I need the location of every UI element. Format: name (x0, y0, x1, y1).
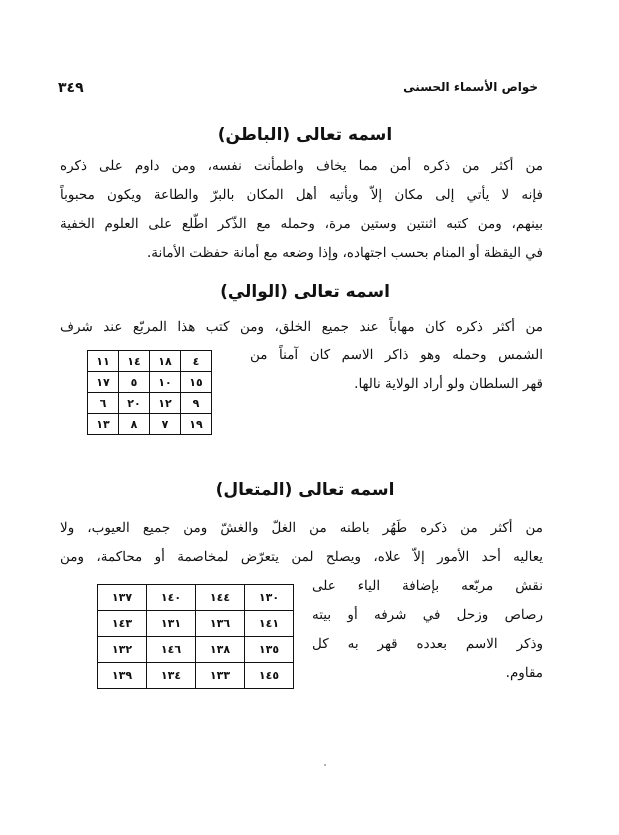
table-row (88, 414, 212, 435)
section-heading-wali: اسمه تعالى (الوالي) (220, 282, 390, 302)
table-cell: ١٤٦ (147, 637, 196, 663)
table-cell: ١٣٦ (196, 611, 245, 637)
magic-square-mutaal (97, 584, 294, 689)
section-side-text-mutaal (312, 572, 543, 688)
table-cell: ٤ (181, 351, 212, 372)
table-cell: ١٣٥ (245, 637, 294, 663)
table-row (88, 351, 212, 372)
table-cell: ١٣٣ (196, 663, 245, 689)
section-body-batin (60, 152, 543, 268)
table-cell: ١٤٣ (98, 611, 147, 637)
table-cell: ١٣٤ (147, 663, 196, 689)
section-heading-batin: اسمه تعالى (الباطن) (217, 125, 393, 145)
text-line: من أكثر من ذكره طَهُر باطنه من الغلّ والغشّ ومن جميع العيوب، ولا (60, 520, 543, 536)
section-side-text-wali (250, 341, 543, 399)
table-row (98, 637, 294, 663)
page-number: ٣٤٩ (58, 80, 84, 96)
table-cell: ٩ (181, 393, 212, 414)
table-cell: ١٣٠ (245, 585, 294, 611)
table-row (88, 393, 212, 414)
table-cell: ١٤٤ (196, 585, 245, 611)
magic-square-wali (87, 350, 212, 435)
text-line: فإنه لا يأتي إلى مكان إلاّ ويأتيه أهل المكان بالبرّ والطاعة ويكون محبوباً (60, 187, 543, 203)
text-line: رصاص وزحل في شرفه أو بيته (312, 607, 543, 623)
running-title: خواص الأسماء الحسنى (403, 80, 538, 94)
table-row (98, 663, 294, 689)
table-cell: ١٣٩ (98, 663, 147, 689)
text-line: الشمس وحمله وهو ذاكر الاسم كان آمناً من (250, 347, 543, 363)
text-line: يعاليه أحد الأمور إلاّ علاه، ويصلح لمن يتعرّض لمخاصمة أو محاكمة، ومن (60, 549, 543, 565)
table-cell: ١٣١ (147, 611, 196, 637)
table-row (98, 585, 294, 611)
table-cell: ١٤٠ (147, 585, 196, 611)
scan-dot (324, 764, 326, 766)
table-row (98, 611, 294, 637)
text-line: في اليقظة أو المنام بحسب اجتهاده، وإذا وضعه مع أمانة حفظت الأمانة. (146, 245, 543, 261)
text-line: من أكثر من ذكره أمن مما يخاف واطمأنت نفسه، ومن داوم على ذكره (60, 158, 543, 174)
section-body-mutaal (60, 514, 543, 572)
table-cell: ١٨ (150, 351, 181, 372)
table-cell: ٨ (119, 414, 150, 435)
table-cell: ١٥ (181, 372, 212, 393)
table-row (88, 372, 212, 393)
table-cell: ١١ (88, 351, 119, 372)
table-cell: ١٤ (119, 351, 150, 372)
table-cell: ١٣ (88, 414, 119, 435)
table-cell: ١٣٢ (98, 637, 147, 663)
text-line: بينهم، ومن كتبه اثنتين وستين مرة، وحمله مع الذّكر اطّلع على العلوم الخفية (60, 216, 543, 232)
table-cell: ٢٠ (119, 393, 150, 414)
table-cell: ٧ (150, 414, 181, 435)
table-cell: ١٣٧ (98, 585, 147, 611)
section-body-wali (60, 313, 543, 342)
table-cell: ١٧ (88, 372, 119, 393)
table-cell: ١٠ (150, 372, 181, 393)
table-cell: ١٤١ (245, 611, 294, 637)
section-heading-mutaal: اسمه تعالى (المتعال) (215, 480, 395, 500)
page-header (58, 80, 538, 102)
text-line: نقش مربّعه بإضافة الياء على (312, 578, 543, 594)
text-line: وذكر الاسم بعدده قهر به كل (312, 636, 543, 652)
table-cell: ١٣٨ (196, 637, 245, 663)
table-cell: ١٩ (181, 414, 212, 435)
text-line: من أكثر ذكره كان مهاباً عند جميع الخلق، ومن كتب هذا المربّع عند شرف (60, 319, 543, 335)
table-cell: ١٢ (150, 393, 181, 414)
table-cell: ٦ (88, 393, 119, 414)
text-line: مقاوم. (505, 665, 543, 681)
table-cell: ٥ (119, 372, 150, 393)
text-line: قهر السلطان ولو أراد الولاية نالها. (354, 376, 543, 392)
table-cell: ١٤٥ (245, 663, 294, 689)
